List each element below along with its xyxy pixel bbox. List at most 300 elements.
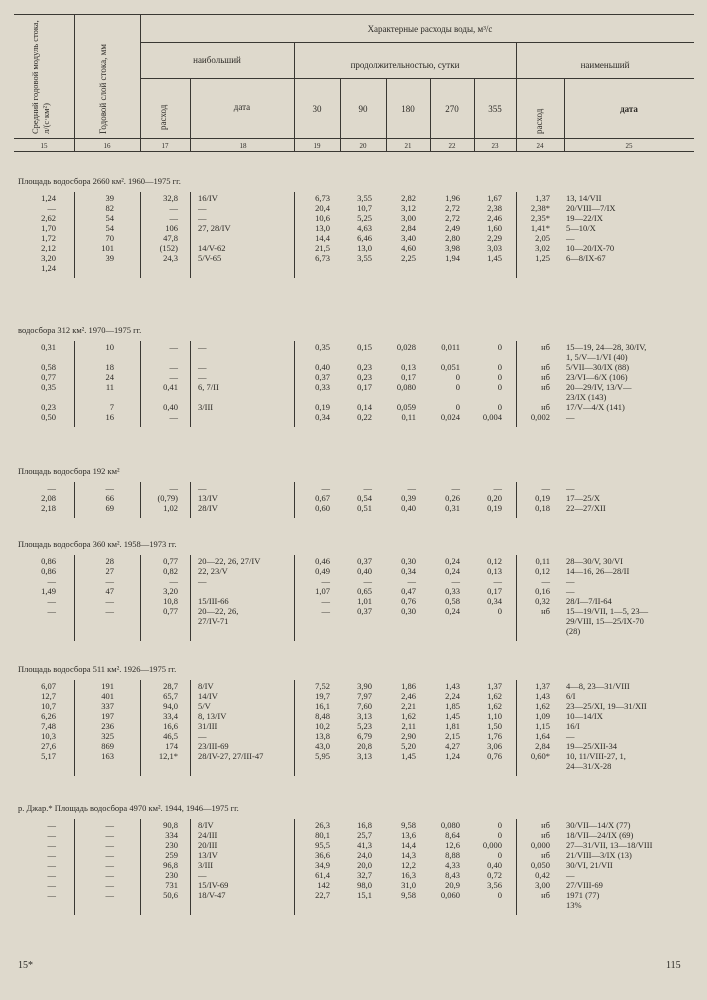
table-cell: 1,37	[487, 681, 502, 691]
table-cell: 23/VI—6/X (106)	[566, 372, 628, 382]
table-cell: 2,82	[401, 193, 416, 203]
table-cell: 27/IV-71	[198, 616, 229, 626]
table-cell: 0	[497, 830, 502, 840]
table-cell: 731	[165, 880, 178, 890]
table-cell: 1,24	[445, 751, 460, 761]
colnum: 21	[404, 142, 412, 150]
table-cell: 15,1	[357, 890, 372, 900]
table-cell: 3,90	[357, 681, 372, 691]
table-cell: 2,29	[487, 233, 502, 243]
table-cell: 3,00	[535, 880, 550, 890]
table-cell: —	[105, 890, 114, 900]
column-rule	[294, 192, 295, 278]
table-cell: —	[47, 576, 56, 586]
table-cell: 2,72	[445, 213, 460, 223]
table-cell: 16/I	[566, 721, 580, 731]
table-cell: —	[566, 576, 575, 586]
table-cell: —	[198, 213, 207, 223]
table-cell: 8/IV	[198, 820, 214, 830]
table-cell: 1,24	[41, 263, 56, 273]
table-cell: 0,54	[357, 493, 372, 503]
table-cell: 1, 5/V—1/VI (40)	[566, 352, 628, 362]
table-cell: 14—16, 26—28/II	[566, 566, 630, 576]
table-cell: 0	[497, 382, 502, 392]
table-cell: 13,0	[315, 223, 330, 233]
table-cell: 27	[105, 566, 114, 576]
column-rule	[190, 680, 191, 776]
table-cell: —	[363, 576, 372, 586]
footer-left: 15*	[18, 960, 33, 971]
col-module-header: Средний годовой модуль стока, л/(с·км²)	[30, 20, 51, 134]
table-cell: 21/VIII—3/IX (13)	[566, 850, 632, 860]
table-cell: 0,050	[530, 860, 550, 870]
table-cell: —	[47, 850, 56, 860]
max-date-header: дата	[233, 102, 251, 112]
table-cell: —	[321, 606, 330, 616]
table-cell: —	[407, 576, 416, 586]
table-cell: 1,86	[401, 681, 416, 691]
column-rule	[140, 555, 141, 641]
table-cell: 3,20	[163, 586, 178, 596]
table-cell: 2,21	[401, 701, 416, 711]
table-cell: 33,4	[163, 711, 178, 721]
table-cell: 0,080	[440, 820, 460, 830]
column-rule	[294, 341, 295, 427]
table-cell: 1,62	[401, 711, 416, 721]
header-bottom-rule	[14, 138, 694, 139]
table-cell: —	[105, 483, 114, 493]
table-cell: 0,20	[487, 493, 502, 503]
table-cell: 1,67	[487, 193, 502, 203]
section-title: р. Джар.* Площадь водосбора 4970 км². 1944, 1946—1975 гг.	[18, 803, 239, 813]
table-cell: 1,81	[445, 721, 460, 731]
table-cell: 14,4	[315, 233, 330, 243]
table-cell: 0,028	[396, 342, 416, 352]
table-cell: 0,059	[396, 402, 416, 412]
table-cell: 0	[497, 362, 502, 372]
table-cell: 2,38	[487, 203, 502, 213]
table-cell: —	[105, 596, 114, 606]
table-cell: 2,18	[41, 503, 56, 513]
table-cell: 2,08	[41, 493, 56, 503]
table-cell: 0,47	[401, 586, 416, 596]
table-cell: 0,24	[445, 556, 460, 566]
table-cell: 24	[105, 372, 114, 382]
table-cell: 1,01	[357, 596, 372, 606]
table-cell: 3,20	[41, 253, 56, 263]
column-rule	[74, 680, 75, 776]
table-cell: 18/V-47	[198, 890, 226, 900]
colnum: 24	[536, 142, 544, 150]
table-cell: 16,3	[401, 870, 416, 880]
table-cell: 337	[101, 701, 114, 711]
table-cell: —	[47, 203, 56, 213]
table-cell: 5/V-65	[198, 253, 222, 263]
table-cell: —	[407, 483, 416, 493]
table-cell: 10, 11/VIII-27, 1,	[566, 751, 626, 761]
table-cell: 0,37	[357, 606, 372, 616]
table-cell: 13/IV	[198, 850, 218, 860]
table-cell: 3,40	[401, 233, 416, 243]
hdr-vline	[386, 78, 387, 151]
table-cell: 1971 (77)	[566, 890, 600, 900]
table-cell: 8/IV	[198, 681, 214, 691]
table-cell: —	[566, 870, 575, 880]
colnum: 20	[359, 142, 367, 150]
table-cell: 230	[165, 840, 178, 850]
table-cell: —	[493, 483, 502, 493]
table-cell: 0,76	[401, 596, 416, 606]
table-cell: 1,25	[535, 253, 550, 263]
hdr-vline	[516, 42, 517, 151]
table-cell: (28)	[566, 626, 581, 636]
table-cell: 5,20	[401, 741, 416, 751]
table-cell: —	[321, 483, 330, 493]
table-cell: 5/V	[198, 701, 211, 711]
table-cell: 101	[101, 243, 114, 253]
table-cell: 0,50	[41, 412, 56, 422]
table-cell: 54	[105, 223, 114, 233]
table-cell: 6, 7/II	[198, 382, 219, 392]
table-cell: 6/I	[566, 691, 576, 701]
table-cell: 2,46	[401, 691, 416, 701]
table-cell: 0,24	[445, 606, 460, 616]
column-rule	[190, 819, 191, 915]
table-cell: —	[541, 483, 550, 493]
table-cell: 1,02	[163, 503, 178, 513]
section-title: Площадь водосбора 192 км²	[18, 466, 120, 476]
table-cell: 16,8	[357, 820, 372, 830]
table-cell: 14,3	[401, 850, 416, 860]
table-cell: —	[47, 860, 56, 870]
table-cell: 10,2	[315, 721, 330, 731]
table-cell: —	[105, 880, 114, 890]
table-cell: 0,19	[487, 503, 502, 513]
table-cell: 9,58	[401, 890, 416, 900]
column-rule	[74, 482, 75, 518]
table-cell: 0,33	[445, 586, 460, 596]
hdr-vline	[74, 14, 75, 151]
table-cell: 0	[497, 402, 502, 412]
table-cell: 3,03	[487, 243, 502, 253]
column-rule	[74, 192, 75, 278]
table-cell: 15—19, 24—28, 30/IV,	[566, 342, 647, 352]
table-cell: —	[47, 483, 56, 493]
table-cell: 43,0	[315, 741, 330, 751]
table-cell: 5/VII—30/IX (88)	[566, 362, 630, 372]
table-cell: 0,40	[487, 860, 502, 870]
table-cell: 0,11	[401, 412, 416, 422]
table-cell: 22—27/XII	[566, 503, 606, 513]
table-cell: —	[169, 342, 178, 352]
column-rule	[140, 192, 141, 278]
table-cell: 32,8	[163, 193, 178, 203]
table-cell: 19,7	[315, 691, 330, 701]
table-cell: 0,72	[487, 870, 502, 880]
table-cell: 20,4	[315, 203, 330, 213]
table-cell: 20,9	[445, 880, 460, 890]
table-cell: 0,40	[163, 402, 178, 412]
table-cell: 28,7	[163, 681, 178, 691]
table-cell: 0,30	[401, 556, 416, 566]
hdr-vline	[190, 78, 191, 151]
table-cell: 0,76	[487, 751, 502, 761]
table-cell: 28/I—7/II-64	[566, 596, 612, 606]
table-cell: 2,84	[535, 741, 550, 751]
table-cell: 0,26	[445, 493, 460, 503]
section-title: Площадь водосбора 360 км². 1958—1973 гг.	[18, 539, 177, 549]
table-cell: 80,1	[315, 830, 330, 840]
table-cell: —	[566, 731, 575, 741]
column-rule	[516, 482, 517, 518]
table-cell: 0,12	[535, 566, 550, 576]
table-cell: 13, 14/VII	[566, 193, 602, 203]
table-cell: 0,23	[357, 362, 372, 372]
table-cell: 69	[105, 503, 114, 513]
table-cell: 0,13	[487, 566, 502, 576]
table-cell: 4—8, 23—31/VIII	[566, 681, 630, 691]
table-cell: 6,73	[315, 193, 330, 203]
colnum: 19	[313, 142, 321, 150]
table-cell: 3,56	[487, 880, 502, 890]
table-cell: 5,25	[357, 213, 372, 223]
table-cell: 0,051	[440, 362, 460, 372]
table-cell: 1,76	[487, 731, 502, 741]
table-cell: 142	[317, 880, 330, 890]
table-cell: 197	[101, 711, 114, 721]
table-cell: 1,70	[41, 223, 56, 233]
table-cell: 23/III-69	[198, 741, 229, 751]
table-cell: 0,011	[441, 342, 460, 352]
table-cell: 23/IX (143)	[566, 392, 607, 402]
table-cell: 12,6	[445, 840, 460, 850]
table-cell: 2,05	[535, 233, 550, 243]
column-rule	[294, 819, 295, 915]
table-cell: 1,37	[535, 193, 550, 203]
table-cell: 0,004	[482, 412, 502, 422]
d30-header: 30	[312, 104, 322, 114]
table-cell: 1,85	[445, 701, 460, 711]
table-cell: 10—20/IX-70	[566, 243, 615, 253]
table-cell: —	[169, 203, 178, 213]
table-cell: 1,09	[535, 711, 550, 721]
table-cell: 11	[105, 382, 114, 392]
table-cell: 106	[165, 223, 178, 233]
table-cell: 1,94	[445, 253, 460, 263]
table-cell: 28/IV	[198, 503, 218, 513]
table-cell: 20—22, 26,	[198, 606, 239, 616]
table-cell: 8,64	[445, 830, 460, 840]
table-cell: 5—10/X	[566, 223, 596, 233]
table-cell: —	[321, 596, 330, 606]
table-cell: 25,7	[357, 830, 372, 840]
table-cell: 6,26	[41, 711, 56, 721]
table-cell: 174	[165, 741, 178, 751]
table-cell: 46,5	[163, 731, 178, 741]
column-rule	[516, 819, 517, 915]
table-cell: 14/V-62	[198, 243, 226, 253]
table-cell: 39	[105, 253, 114, 263]
table-cell: (0,79)	[157, 493, 178, 503]
table-cell: 0,34	[315, 412, 330, 422]
table-cell: —	[169, 213, 178, 223]
table-cell: 1,45	[401, 751, 416, 761]
table-cell: 6,79	[357, 731, 372, 741]
d180-header: 180	[401, 104, 415, 114]
table-cell: 15—19/VII, 1—5, 23—	[566, 606, 649, 616]
table-cell: 4,33	[445, 860, 460, 870]
table-cell: 0,40	[315, 362, 330, 372]
table-cell: 0,31	[445, 503, 460, 513]
table-cell: —	[47, 880, 56, 890]
table-cell: 0,19	[315, 402, 330, 412]
table-cell: 7	[109, 402, 114, 412]
table-cell: 82	[105, 203, 114, 213]
table-cell: 16,6	[163, 721, 178, 731]
table-cell: нб	[541, 372, 550, 382]
table-cell: 1,43	[535, 691, 550, 701]
table-cell: 0,17	[401, 372, 416, 382]
table-cell: 1,62	[487, 691, 502, 701]
table-cell: 3,12	[401, 203, 416, 213]
table-cell: 22,7	[315, 890, 330, 900]
table-cell: 50,6	[163, 890, 178, 900]
table-cell: нб	[541, 362, 550, 372]
table-cell: 2,62	[41, 213, 56, 223]
table-cell: —	[169, 362, 178, 372]
hdr-vline	[140, 14, 141, 151]
hdr-vline	[294, 42, 295, 151]
table-cell: 4,63	[357, 223, 372, 233]
column-rule	[74, 819, 75, 915]
table-cell: 39	[105, 193, 114, 203]
colnum: 16	[103, 142, 111, 150]
table-cell: 3,00	[401, 213, 416, 223]
table-cell: 27—31/VII, 13—18/VIII	[566, 840, 653, 850]
table-cell: 6,73	[315, 253, 330, 263]
column-rule	[190, 482, 191, 518]
table-cell: 2,80	[445, 233, 460, 243]
header-subrule-2	[140, 78, 694, 79]
table-cell: 0,39	[401, 493, 416, 503]
table-cell: 0,002	[530, 412, 550, 422]
header-subrule-1	[140, 42, 694, 43]
table-cell: —	[493, 576, 502, 586]
table-cell: 21,5	[315, 243, 330, 253]
table-cell: 36,6	[315, 850, 330, 860]
table-cell: 28/IV-27, 27/III-47	[198, 751, 264, 761]
table-cell: 259	[165, 850, 178, 860]
table-cell: 19—22/IX	[566, 213, 603, 223]
table-cell: 30/VI, 21/VII	[566, 860, 613, 870]
table-cell: 2,15	[445, 731, 460, 741]
table-cell: 0,080	[396, 382, 416, 392]
table-cell: 0,35	[41, 382, 56, 392]
table-cell: 24/III	[198, 830, 218, 840]
table-cell: 94,0	[163, 701, 178, 711]
table-cell: 20/VIII—7/IX	[566, 203, 616, 213]
table-cell: 47,8	[163, 233, 178, 243]
table-cell: 17/V—4/X (141)	[566, 402, 625, 412]
table-cell: 230	[165, 870, 178, 880]
table-cell: 0,46	[315, 556, 330, 566]
table-cell: 2,84	[401, 223, 416, 233]
table-cell: —	[105, 820, 114, 830]
table-cell: —	[566, 483, 575, 493]
table-cell: 1,07	[315, 586, 330, 596]
table-cell: 3/III	[198, 402, 214, 412]
table-cell: —	[566, 412, 575, 422]
table-cell: 0,18	[535, 503, 550, 513]
table-cell: 236	[101, 721, 114, 731]
table-cell: 0,060	[440, 890, 460, 900]
table-cell: 869	[101, 741, 114, 751]
table-cell: 4,60	[401, 243, 416, 253]
table-cell: —	[566, 233, 575, 243]
min-header: наименьший	[580, 60, 630, 70]
table-cell: 9,58	[401, 820, 416, 830]
table-cell: 18	[105, 362, 114, 372]
table-cell: —	[105, 576, 114, 586]
colnum: 18	[239, 142, 247, 150]
table-cell: 16,1	[315, 701, 330, 711]
table-cell: 0,000	[482, 840, 502, 850]
colnum: 15	[40, 142, 48, 150]
table-cell: —	[169, 483, 178, 493]
table-cell: 10,7	[357, 203, 372, 213]
table-cell: 32,7	[357, 870, 372, 880]
table-cell: 0,86	[41, 566, 56, 576]
table-cell: 1,50	[487, 721, 502, 731]
table-cell: нб	[541, 830, 550, 840]
table-cell: 2,46	[487, 213, 502, 223]
table-cell: 3/III	[198, 860, 214, 870]
table-cell: —	[105, 606, 114, 616]
table-cell: 3,98	[445, 243, 460, 253]
column-rule	[74, 341, 75, 427]
table-cell: 1,41*	[530, 223, 550, 233]
table-cell: 8, 13/IV	[198, 711, 227, 721]
table-cell: 0	[497, 820, 502, 830]
table-cell: 0,37	[315, 372, 330, 382]
colnum: 22	[448, 142, 456, 150]
column-rule	[140, 341, 141, 427]
colnum-bottom-rule	[14, 151, 694, 152]
table-cell: —	[47, 606, 56, 616]
table-cell: 65,7	[163, 691, 178, 701]
min-date-header: дата	[620, 104, 638, 114]
column-rule	[516, 192, 517, 278]
table-cell: 54	[105, 213, 114, 223]
table-cell: 41,3	[357, 840, 372, 850]
table-cell: 1,96	[445, 193, 460, 203]
column-rule	[190, 341, 191, 427]
table-cell: 15/IV-69	[198, 880, 229, 890]
table-cell: 0,13	[401, 362, 416, 372]
table-cell: 1,43	[445, 681, 460, 691]
table-cell: 3,02	[535, 243, 550, 253]
table-cell: 34,9	[315, 860, 330, 870]
table-cell: нб	[541, 850, 550, 860]
table-cell: 16/IV	[198, 193, 218, 203]
colnum: 23	[491, 142, 499, 150]
table-cell: —	[47, 890, 56, 900]
table-cell: 31,0	[401, 880, 416, 890]
table-cell: 0,19	[535, 493, 550, 503]
table-cell: 18/VII—24/IX (69)	[566, 830, 634, 840]
table-cell: 17—25/X	[566, 493, 600, 503]
table-cell: 15/III-66	[198, 596, 229, 606]
